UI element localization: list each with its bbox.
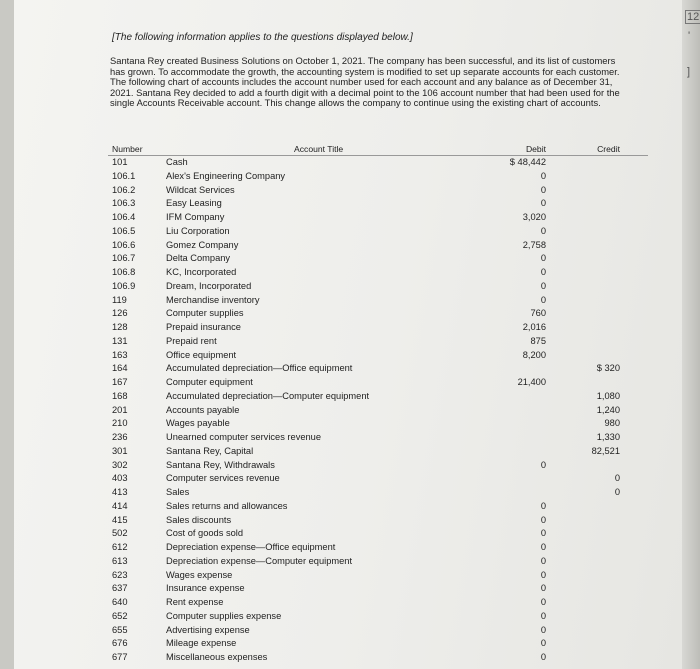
credit-value: 1,330 [596,432,620,442]
account-title: Wages expense [166,569,233,580]
account-number: 106.9 [112,280,136,291]
table-row [108,417,648,431]
table-body [108,156,648,665]
table-row [108,486,648,500]
account-title: Delta Company [166,253,231,264]
account-title: Computer supplies [166,308,244,319]
account-title: Dream, Incorporated [166,280,252,291]
account-number: 106.7 [112,253,136,264]
table-row [108,651,648,665]
debit-value: 0 [540,514,546,525]
account-title: Computer equipment [166,377,253,387]
debit-value: 0 [540,638,546,649]
account-number: 640 [112,597,128,607]
account-number: 106.1 [112,170,136,181]
table-row [108,239,648,253]
credit-value: 0 [614,473,620,484]
debit-value: 3,020 [522,212,546,222]
account-title: Cost of goods sold [166,528,244,539]
account-number: 106.6 [112,239,136,250]
debit-value: 0 [540,652,546,662]
table-row [108,294,648,308]
account-title: Easy Leasing [166,198,222,209]
table-row [108,555,648,569]
table-row [108,225,648,239]
debit-value: 0 [540,280,546,291]
account-title: IFM Company [166,212,225,222]
edge-mark: ] [687,66,691,78]
table-row [108,582,648,596]
page-number-badge: 12 [687,11,700,23]
account-title: Merchandise inventory [166,294,260,305]
account-title: Mileage expense [166,638,237,649]
table-row [108,335,648,349]
debit-value: 0 [540,555,546,566]
account-number: 167 [112,377,128,387]
account-title: Accumulated depreciation—Office equipment [166,363,353,374]
table-row [108,349,648,363]
account-title: Unearned computer services revenue [166,432,322,442]
account-number: 119 [112,294,127,305]
debit-value: 0 [540,294,546,305]
account-title: Computer supplies expense [166,610,282,621]
credit-value: 82,521 [591,445,620,456]
table-row [108,637,648,651]
table-row [108,404,648,418]
account-number: 414 [112,500,128,511]
account-title: Depreciation expense—Office equipment [166,542,336,552]
table-row [108,321,648,335]
account-number: 301 [112,445,128,456]
table-row [108,390,648,404]
account-number: 502 [112,528,128,539]
table-row [108,569,648,583]
table-row [108,541,648,555]
account-number: 676 [112,638,128,649]
debit-value: 0 [540,569,546,580]
table-header [108,143,648,156]
account-number: 106.3 [112,198,136,209]
account-title: Sales [166,487,190,497]
account-title: Computer services revenue [166,473,280,484]
account-number: 106.4 [112,212,136,222]
account-number: 403 [112,473,128,484]
account-title: Rent expense [166,597,224,607]
account-number: 612 [112,542,128,552]
debit-value: 0 [540,610,546,621]
account-number: 210 [112,418,128,429]
account-number: 163 [112,349,128,360]
account-title: Accounts payable [166,404,240,415]
debit-value: 0 [540,184,546,195]
account-number: 677 [112,652,128,662]
account-number: 101 [112,157,128,167]
table-row [108,624,648,638]
header-account-title: Account Title [294,144,344,154]
account-number: 637 [112,583,128,594]
account-title: Sales discounts [166,514,232,525]
debit-value: 8,200 [522,349,546,360]
debit-value: 0 [540,542,546,552]
table-row [108,184,648,198]
table-row [108,431,648,445]
account-number: 201 [112,404,128,415]
account-number: 106.5 [112,225,136,236]
problem-paragraph: Santana Rey created Business Solutions on October 1, 2021. The company has been successful, and its list of customers has grown. To accommodate the growth, the accounting system is modified to set up separate accounts for each customer. The following chart of accounts includes the account number used for each account and any balance as of December 31, 2021. Santana Rey decided to add a fourth digit with a decimal point to the 106 account number that had been used for the single Accounts Receivable account. This change allows the company to continue using the existing chart of accounts. [110,55,620,109]
credit-value: 0 [614,487,620,497]
table-row [108,514,648,528]
debit-value: 0 [540,583,546,594]
account-number: 131 [112,335,128,346]
account-title: Miscellaneous expenses [166,652,268,662]
account-number: 415 [112,514,128,525]
account-title: Depreciation expense—Computer equipment [166,555,353,566]
table-row [108,445,648,459]
debit-value: 0 [540,198,546,209]
account-title: Cash [166,157,188,167]
header-number: Number [112,144,143,154]
header-debit: Debit [525,144,546,154]
account-title: Alex's Engineering Company [166,170,286,181]
table-row [108,596,648,610]
account-title: Wages payable [166,418,230,429]
debit-value: 2,758 [522,239,546,250]
debit-value: 0 [540,597,546,607]
debit-value: 875 [530,335,546,346]
table-row [108,280,648,294]
account-number: 106.8 [112,267,136,277]
debit-value: 0 [540,459,546,470]
table-row [108,472,648,486]
chart-of-accounts-table [108,143,648,665]
credit-value: 1,080 [596,390,620,401]
account-number: 164 [112,363,128,374]
edge-mark: ' [688,30,691,42]
debit-value: 0 [540,225,546,236]
credit-value: $ 320 [596,363,620,374]
account-title: Santana Rey, Withdrawals [166,459,275,470]
account-title: Santana Rey, Capital [166,445,254,456]
header-credit: Credit [597,144,620,154]
account-title: Sales returns and allowances [166,500,288,511]
credit-value: 980 [604,418,620,429]
table-row [108,610,648,624]
account-number: 613 [112,555,128,566]
account-number: 168 [112,390,128,401]
table-row [108,500,648,514]
debit-value: 21,400 [517,377,546,387]
table-row [108,527,648,541]
table-row [108,170,648,184]
account-title: Gomez Company [166,239,239,250]
debit-value: 2,016 [522,322,546,332]
account-title: Liu Corporation [166,225,230,236]
account-number: 126 [112,308,128,319]
debit-value: 760 [530,308,546,319]
account-title: Prepaid rent [166,335,217,346]
debit-value: 0 [540,500,546,511]
debit-value: 0 [540,267,546,277]
account-title: Insurance expense [166,583,245,594]
table-row [108,211,648,225]
account-title: Advertising expense [166,624,250,635]
table-row [108,197,648,211]
page-edge [682,0,700,669]
table-row [108,266,648,280]
account-number: 128 [112,322,128,332]
intro-note: [The following information applies to the questions displayed below.] [112,32,413,43]
table-row [108,362,648,376]
table-row [108,156,648,170]
account-number: 652 [112,610,128,621]
table-row [108,376,648,390]
debit-value: 0 [540,253,546,264]
account-number: 236 [112,432,128,442]
table-row [108,252,648,266]
account-number: 302 [112,459,128,470]
account-number: 106.2 [112,184,136,195]
account-title: Prepaid insurance [166,322,241,332]
account-title: Accumulated depreciation—Computer equipment [166,390,370,401]
debit-value: 0 [540,170,546,181]
table-row [108,307,648,321]
debit-value: 0 [540,624,546,635]
debit-value: 0 [540,528,546,539]
table-row [108,459,648,473]
account-number: 413 [112,487,128,497]
account-title: KC, Incorporated [166,267,237,277]
account-number: 655 [112,624,128,635]
credit-value: 1,240 [596,404,620,415]
debit-value: $ 48,442 [509,157,546,167]
account-title: Office equipment [166,349,237,360]
account-title: Wildcat Services [166,184,235,195]
account-number: 623 [112,569,128,580]
